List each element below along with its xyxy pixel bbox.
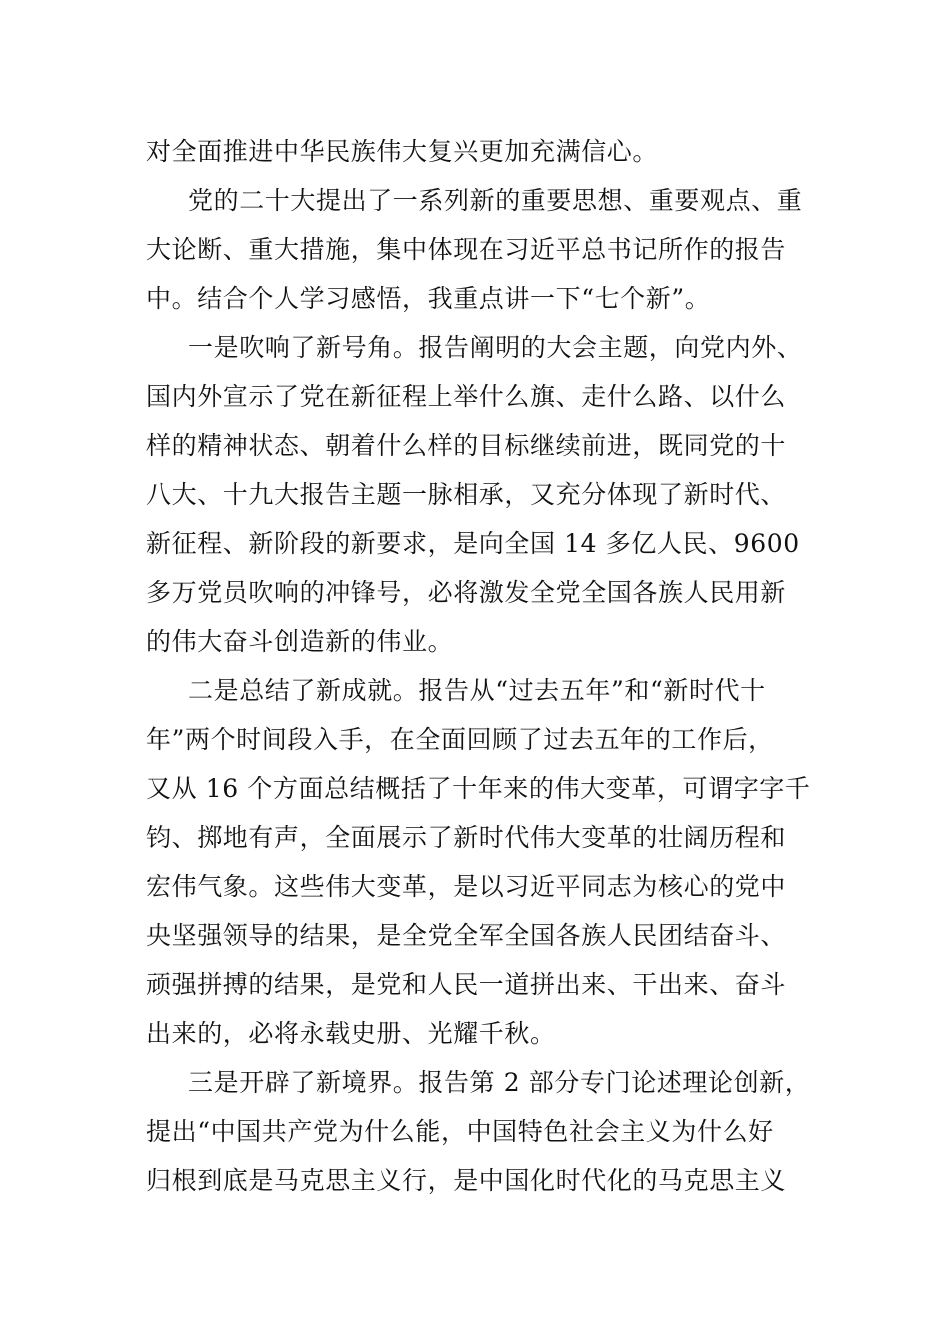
text-line: 样的精神状态、朝着什么样的目标继续前进，既同党的十 [146, 431, 787, 460]
text-line: 宏伟气象。这些伟大变革，是以习近平同志为核心的党中 [146, 872, 787, 901]
text-line: 二是总结了新成就。报告从“过去五年”和“新时代十 [188, 676, 766, 705]
text-line: 出来的，必将永载史册、光耀千秋。 [146, 1019, 556, 1048]
text-line: 归根到底是马克思主义行，是中国化时代化的马克思主义 [146, 1166, 787, 1195]
text-line: 三是开辟了新境界。报告第 2 部分专门论述理论创新， [188, 1068, 811, 1097]
text-line: 国内外宣示了党在新征程上举什么旗、走什么路、以什么 [146, 382, 787, 411]
text-line: 提出“中国共产党为什么能，中国特色社会主义为什么好 [146, 1117, 774, 1146]
text-line: 中。结合个人学习感悟，我重点讲一下“七个新”。 [146, 284, 711, 313]
text-line: 新征程、新阶段的新要求，是向全国 14 多亿人民、9600 [146, 529, 800, 558]
text-line: 大论断、重大措施，集中体现在习近平总书记所作的报告 [146, 235, 787, 264]
text-line: 对全面推进中华民族伟大复兴更加充满信心。 [146, 137, 659, 166]
text-line: 的伟大奋斗创造新的伟业。 [146, 627, 454, 656]
text-line: 钧、掷地有声，全面展示了新时代伟大变革的壮阔历程和 [146, 823, 787, 852]
text-line: 八大、十九大报告主题一脉相承，又充分体现了新时代、 [146, 480, 787, 509]
text-line: 央坚强领导的结果，是全党全军全国各族人民团结奋斗、 [146, 921, 787, 950]
text-line: 又从 16 个方面总结概括了十年来的伟大变革，可谓字字千 [146, 774, 811, 803]
text-line: 顽强拼搏的结果，是党和人民一道拼出来、干出来、奋斗 [146, 970, 787, 999]
text-line: 年”两个时间段入手，在全面回顾了过去五年的工作后， [146, 725, 774, 754]
text-line: 多万党员吹响的冲锋号，必将激发全党全国各族人民用新 [146, 578, 787, 607]
text-line: 一是吹响了新号角。报告阐明的大会主题，向党内外、 [188, 333, 803, 362]
body-text [146, 127, 810, 1205]
text-line: 党的二十大提出了一系列新的重要思想、重要观点、重 [188, 186, 803, 215]
